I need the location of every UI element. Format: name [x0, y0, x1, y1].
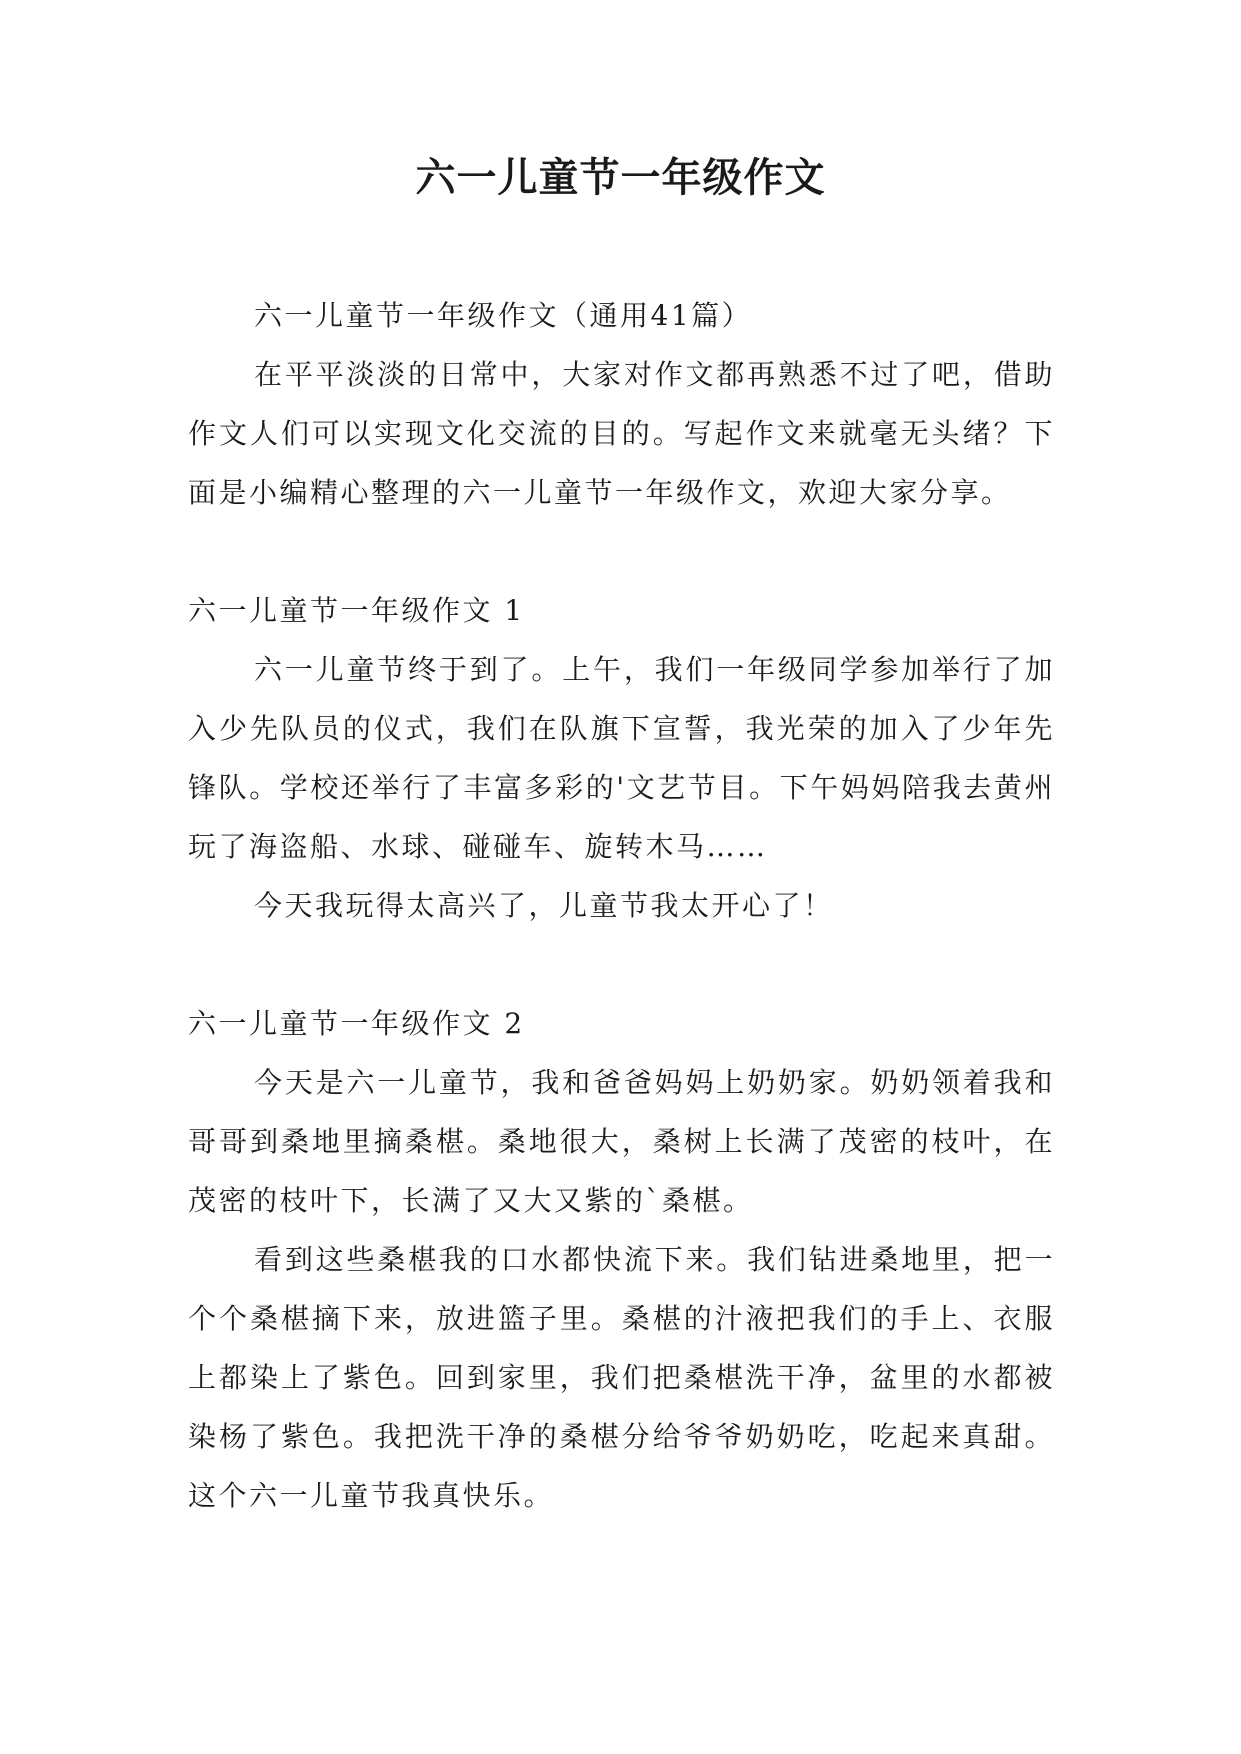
document-subtitle: 六一儿童节一年级作文（通用41篇）	[254, 299, 753, 332]
essay-1-paragraph-2: 今天我玩得太高兴了，儿童节我太开心了！	[254, 889, 834, 922]
essay-1-paragraph-1: 六一儿童节终于到了。上午，我们一年级同学参加举行了加入少先队员的仪式，我们在队旗下宣誓，我光荣的加入了少年先锋队。学校还举行了丰富多彩的'文艺节目。下午妈妈陪我去黄州玩了海盗船、水球、碰碰车、旋转木马……	[188, 653, 1055, 863]
intro-paragraph: 在平平淡淡的日常中，大家对作文都再熟悉不过了吧，借助作文人们可以实现文化交流的目的。写起作文来就毫无头绪？下面是小编精心整理的六一儿童节一年级作文，欢迎大家分享。	[188, 358, 1055, 509]
essay-heading-2: 六一儿童节一年级作文 2	[188, 1007, 525, 1040]
essay-heading-1: 六一儿童节一年级作文 1	[188, 594, 525, 627]
essay-2-paragraph-1: 今天是六一儿童节，我和爸爸妈妈上奶奶家。奶奶领着我和哥哥到桑地里摘桑椹。桑地很大，桑树上长满了茂密的枝叶，在茂密的枝叶下，长满了又大又紫的`桑椹。	[188, 1066, 1055, 1217]
essay-2-paragraph-2: 看到这些桑椹我的口水都快流下来。我们钻进桑地里，把一个个桑椹摘下来，放进篮子里。桑椹的汁液把我们的手上、衣服上都染上了紫色。回到家里，我们把桑椹洗干净，盆里的水都被染杨了紫色。我把洗干净的桑椹分给爷爷奶奶吃，吃起来真甜。这个六一儿童节我真快乐。	[188, 1243, 1055, 1512]
document-title: 六一儿童节一年级作文	[415, 155, 826, 201]
document-body	[188, 286, 1055, 1525]
